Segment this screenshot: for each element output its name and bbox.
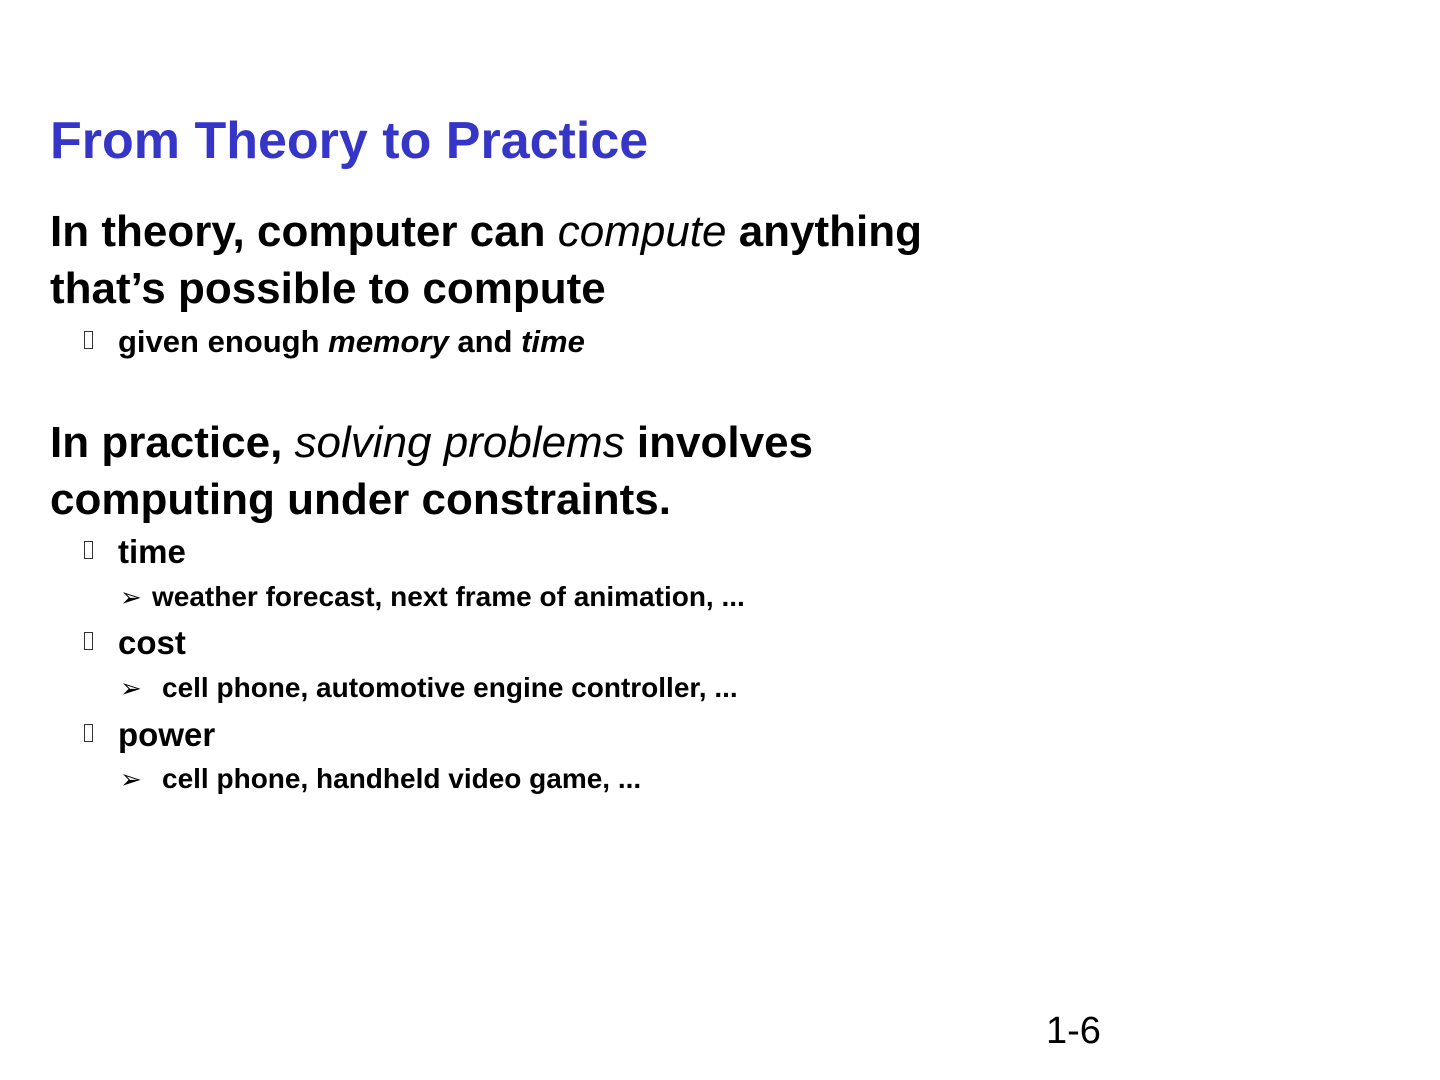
square-bullet-icon — [84, 632, 93, 650]
theory-paragraph — [50, 203, 922, 317]
practice-text-b: involves — [624, 418, 814, 467]
practice-paragraph — [50, 414, 813, 528]
arrow-bullet-icon: ➢ — [120, 764, 142, 794]
theory-text-a: In theory, computer can — [50, 207, 558, 256]
constraint-example-text: weather forecast, next frame of animation, ... — [152, 581, 745, 612]
practice-emphasis: solving problems — [294, 418, 625, 467]
arrow-bullet-icon: ➢ — [120, 582, 142, 612]
arrow-bullet-icon: ➢ — [120, 673, 142, 703]
page-number: 1-6 — [1046, 1010, 1101, 1052]
time-emphasis: time — [521, 324, 585, 359]
square-bullet-icon — [84, 331, 93, 349]
square-bullet-icon — [84, 541, 93, 559]
constraint-example-text: cell phone, handheld video game, ... — [162, 763, 642, 794]
constraint-label: cost — [118, 624, 186, 661]
constraint-example-text: cell phone, automotive engine controller, ... — [162, 672, 738, 703]
constraint-label: power — [118, 716, 216, 753]
theory-text-b: anything — [726, 207, 923, 256]
theory-line-2: that’s possible to compute — [50, 264, 606, 313]
memory-time-text-b: and — [448, 324, 522, 359]
slide-title: From Theory to Practice — [50, 112, 649, 170]
square-bullet-icon — [84, 724, 93, 742]
memory-time-text — [118, 322, 585, 362]
practice-line-2: computing under constraints. — [50, 475, 671, 524]
constraint-label: time — [118, 533, 186, 570]
practice-text-a: In practice, — [50, 418, 295, 467]
theory-line-1 — [50, 203, 922, 260]
theory-emphasis: compute — [557, 207, 727, 256]
memory-emphasis: memory — [328, 324, 449, 359]
practice-line-1 — [50, 414, 813, 471]
memory-time-text-a: given enough — [118, 324, 329, 359]
